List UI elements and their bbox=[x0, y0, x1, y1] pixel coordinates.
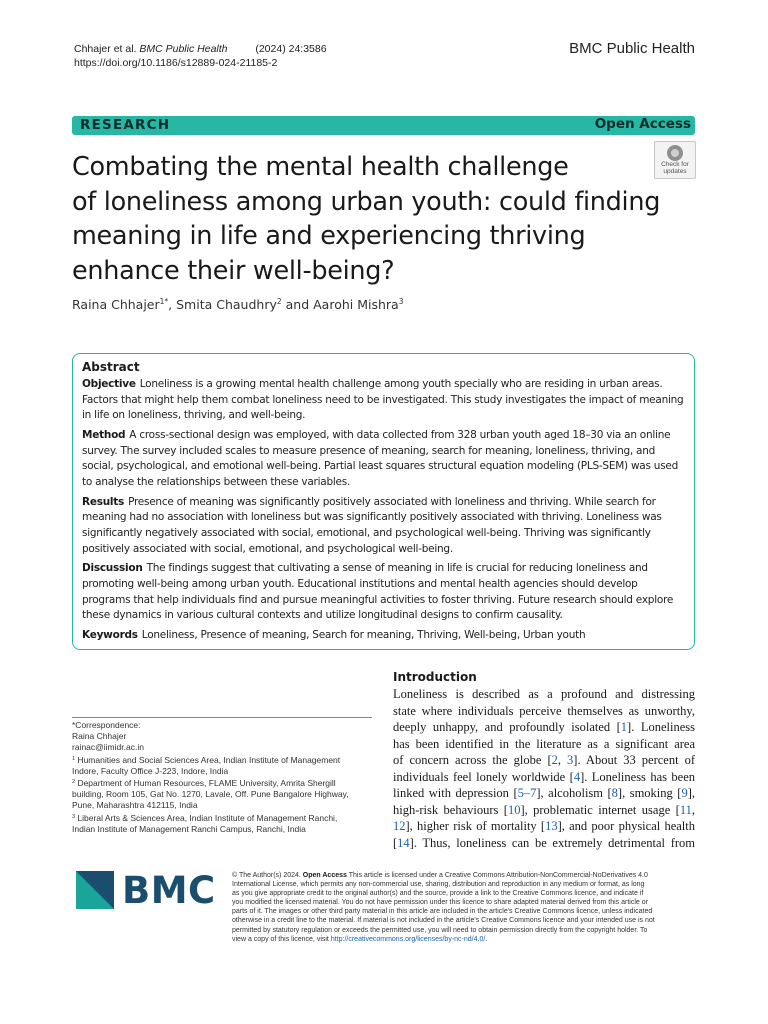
citation-link[interactable]: 12 bbox=[393, 819, 406, 833]
citation-journal: BMC Public Health bbox=[139, 43, 228, 55]
check-for-updates-line2: updates bbox=[663, 168, 687, 175]
affiliation-2-cont: building, Room 105, Gat No. 1270, Lavale, Off. Pune Bangalore Highway, bbox=[72, 789, 349, 800]
affiliation-1: $^1$ Humanities and Social Sciences Area, Indian Institute of Management bbox=[72, 754, 341, 765]
affiliation-3-cont: Indian Institute of Management Ranchi Campus, Ranchi, India bbox=[72, 823, 306, 834]
affiliation-2: $^2$ Department of Human Resources, FLAME University, Amrita Shergill bbox=[72, 778, 336, 789]
citation-authors: Chhajer et al. bbox=[74, 43, 137, 55]
bmc-logo bbox=[76, 871, 216, 911]
abstract-box bbox=[72, 353, 695, 650]
section-text: Loneliness, Presence of meaning, Search for meaning, Thriving, Well-being, Urban youth bbox=[141, 629, 586, 642]
citation-link[interactable]: 5–7 bbox=[517, 786, 537, 800]
author-affiliation-marker: 2 bbox=[276, 297, 282, 306]
author-affiliation-marker: 3 bbox=[398, 297, 404, 306]
body-line: of concern across the globe [2, 3]. About 33 percent of bbox=[393, 753, 695, 767]
doi-link[interactable]: https://doi.org/10.1186/s12889-024-21185-2 bbox=[74, 57, 278, 69]
citation-link[interactable]: 2 bbox=[551, 753, 558, 767]
license-link[interactable]: http://creativecommons.org/licenses/by-nc-nd/4.0/ bbox=[330, 935, 486, 943]
citation-link[interactable]: 11 bbox=[679, 802, 692, 817]
section-label: Discussion bbox=[82, 562, 143, 575]
crossmark-icon bbox=[667, 145, 683, 161]
author-list: Raina Chhajer$^{1*}$, Smita Chaudhry$^2$ and Aarohi Mishra$^3$ bbox=[72, 297, 404, 312]
body-line: 12], higher risk of mortality [13], and poor physical health bbox=[393, 819, 695, 833]
section-text: Loneliness is a growing mental health challenge among youth specially who are residing in urban areas. Factors that might help them combat loneliness need to be investigated. This study investigates the impact of meaning in life on loneliness, thriving, and well-being. bbox=[82, 378, 684, 422]
author-name[interactable]: Aarohi Mishra bbox=[313, 297, 399, 312]
citation-link[interactable]: 10 bbox=[507, 802, 521, 817]
citation-link[interactable]: 4 bbox=[573, 769, 581, 784]
affiliation-3: $^3$ Liberal Arts & Sciences Area, Indian Institute of Management Ranchi, bbox=[72, 812, 338, 823]
citation-link[interactable]: 14 bbox=[397, 835, 410, 850]
body-line: has been identified in the literature as a significant area bbox=[393, 736, 695, 751]
affiliation-2-cont: Pune, Maharashtra 412115, India bbox=[72, 800, 198, 811]
correspondence-label: *Correspondence: bbox=[72, 720, 141, 730]
abstract-heading: Abstract bbox=[82, 360, 140, 374]
section-label: Objective bbox=[82, 378, 136, 390]
author-footnotes bbox=[72, 720, 372, 835]
body-line: individuals feel lonely worldwide [4]. Loneliness has been bbox=[393, 769, 695, 784]
author-affiliation-marker: 1* bbox=[159, 297, 169, 306]
abstract-method bbox=[82, 428, 684, 490]
body-line: deeply unhappy, and profoundly isolated [1]. Loneliness bbox=[393, 720, 695, 734]
article-title bbox=[72, 150, 692, 288]
introduction-body bbox=[393, 686, 695, 851]
section-text: The findings suggest that cultivating a sense of meaning in life is crucial for reducing loneliness and promoting well-being among urban youth. Educational institutions and mental health agencies should develop programs that help individuals find and pursue meaningful activities to foster thriving. Future research should explore these dynamics in various cultural contexts and utilize longitudinal designs to confirm causality. bbox=[82, 562, 674, 622]
correspondence-name: Raina Chhajer bbox=[72, 731, 127, 742]
introduction-heading: Introduction bbox=[393, 670, 477, 684]
body-line: state where individuals perceive themselves as unworthy, bbox=[393, 703, 695, 718]
abstract-keywords bbox=[82, 628, 684, 644]
title-line: of loneliness among urban youth: could finding bbox=[72, 186, 661, 217]
title-line: Combating the mental health challenge bbox=[72, 152, 569, 182]
check-for-updates-line1: Check for bbox=[661, 161, 689, 168]
body-line: [14]. Thus, loneliness can be extremely detrimental from bbox=[393, 835, 695, 850]
open-access-label: Open Access bbox=[594, 116, 691, 132]
article-type-band bbox=[72, 116, 695, 135]
article-type-label: RESEARCH bbox=[80, 117, 171, 133]
citation-volume: (2024) 24:3586 bbox=[255, 43, 327, 55]
abstract-objective bbox=[82, 377, 684, 424]
section-label: Method bbox=[82, 429, 126, 442]
citation-link[interactable]: 1 bbox=[620, 720, 628, 734]
citation-link[interactable]: 8 bbox=[611, 786, 618, 800]
check-for-updates-badge[interactable] bbox=[654, 141, 696, 179]
footnote-divider bbox=[72, 717, 372, 718]
section-text: Presence of meaning was significantly positively associated with loneliness and thriving. While search for meaning had no association with loneliness but was significantly positively associated with thriving. Loneliness was significantly negatively associated with social, emotional, and psychological well-being. Thriving was significantly positively associated with social, emotional, and psychological well-being. bbox=[82, 495, 662, 555]
affiliation-1-cont: Indore, Faculty Office J-223, Indore, India bbox=[72, 765, 229, 776]
author-name[interactable]: Smita Chaudhry bbox=[176, 297, 277, 312]
article-citation bbox=[74, 42, 327, 70]
bmc-logo-mark-icon bbox=[76, 871, 116, 911]
body-line: high-risk behaviours [10], problematic internet usage [11, bbox=[393, 802, 695, 817]
correspondence-email[interactable]: rainac@iimidr.ac.in bbox=[72, 742, 144, 753]
bmc-logo-text: BMC bbox=[122, 869, 216, 912]
license-notice: © The Author(s) 2024. Open Access This article is licensed under a Creative Commons Attribution-NonCommercial-NoDerivatives 4.0 International License, which permits any non-commercial use, sharing, distribution and reproduction in any medium or format, as long as you give appropriate credit to the original author(s) and the source, provide a link to the Creative Commons licence, and indicate if you modified the licensed material. You do not have permission under this licence to share adapted material derived from this article or parts of it. The images or other third party material in this article are included in the article's Creative Commons licence, unless indicated otherwise in a credit line to the material. If material is not included in the article's Creative Commons licence and your intended use is not permitted by statutory regulation or exceeds the permitted use, you will need to obtain permission directly from the copyright holder. To view a copy of this licence, visit http://creativecommons.org/licenses/by-nc-nd/4.0/. bbox=[232, 872, 655, 943]
author-name[interactable]: Raina Chhajer bbox=[72, 297, 160, 312]
body-line: linked with depression [5–7], alcoholism [8], smoking [9], bbox=[393, 786, 695, 800]
citation-link[interactable]: 13 bbox=[545, 819, 558, 833]
title-line: enhance their well-being? bbox=[72, 255, 395, 286]
abstract-discussion bbox=[82, 561, 684, 623]
abstract-results bbox=[82, 495, 684, 557]
body-line: Loneliness is described as a profound and distressing bbox=[393, 687, 695, 701]
section-text: A cross-sectional design was employed, with data collected from 328 urban youth aged 18–30 via an online survey. The survey included scales to measure presence of meaning, search for meaning, loneliness, thriving, and social, psychological, and emotional well-being. Partial least squares structural equation modeling (PLS-SEM) was used to analyse the relationships between these variables. bbox=[82, 429, 679, 488]
journal-name: BMC Public Health bbox=[569, 40, 695, 57]
section-label: Results bbox=[82, 495, 125, 508]
section-label: Keywords bbox=[82, 629, 138, 642]
citation-link[interactable]: 9 bbox=[681, 786, 688, 800]
title-line: meaning in life and experiencing thriving bbox=[72, 221, 586, 251]
citation-link[interactable]: 3 bbox=[567, 753, 574, 767]
